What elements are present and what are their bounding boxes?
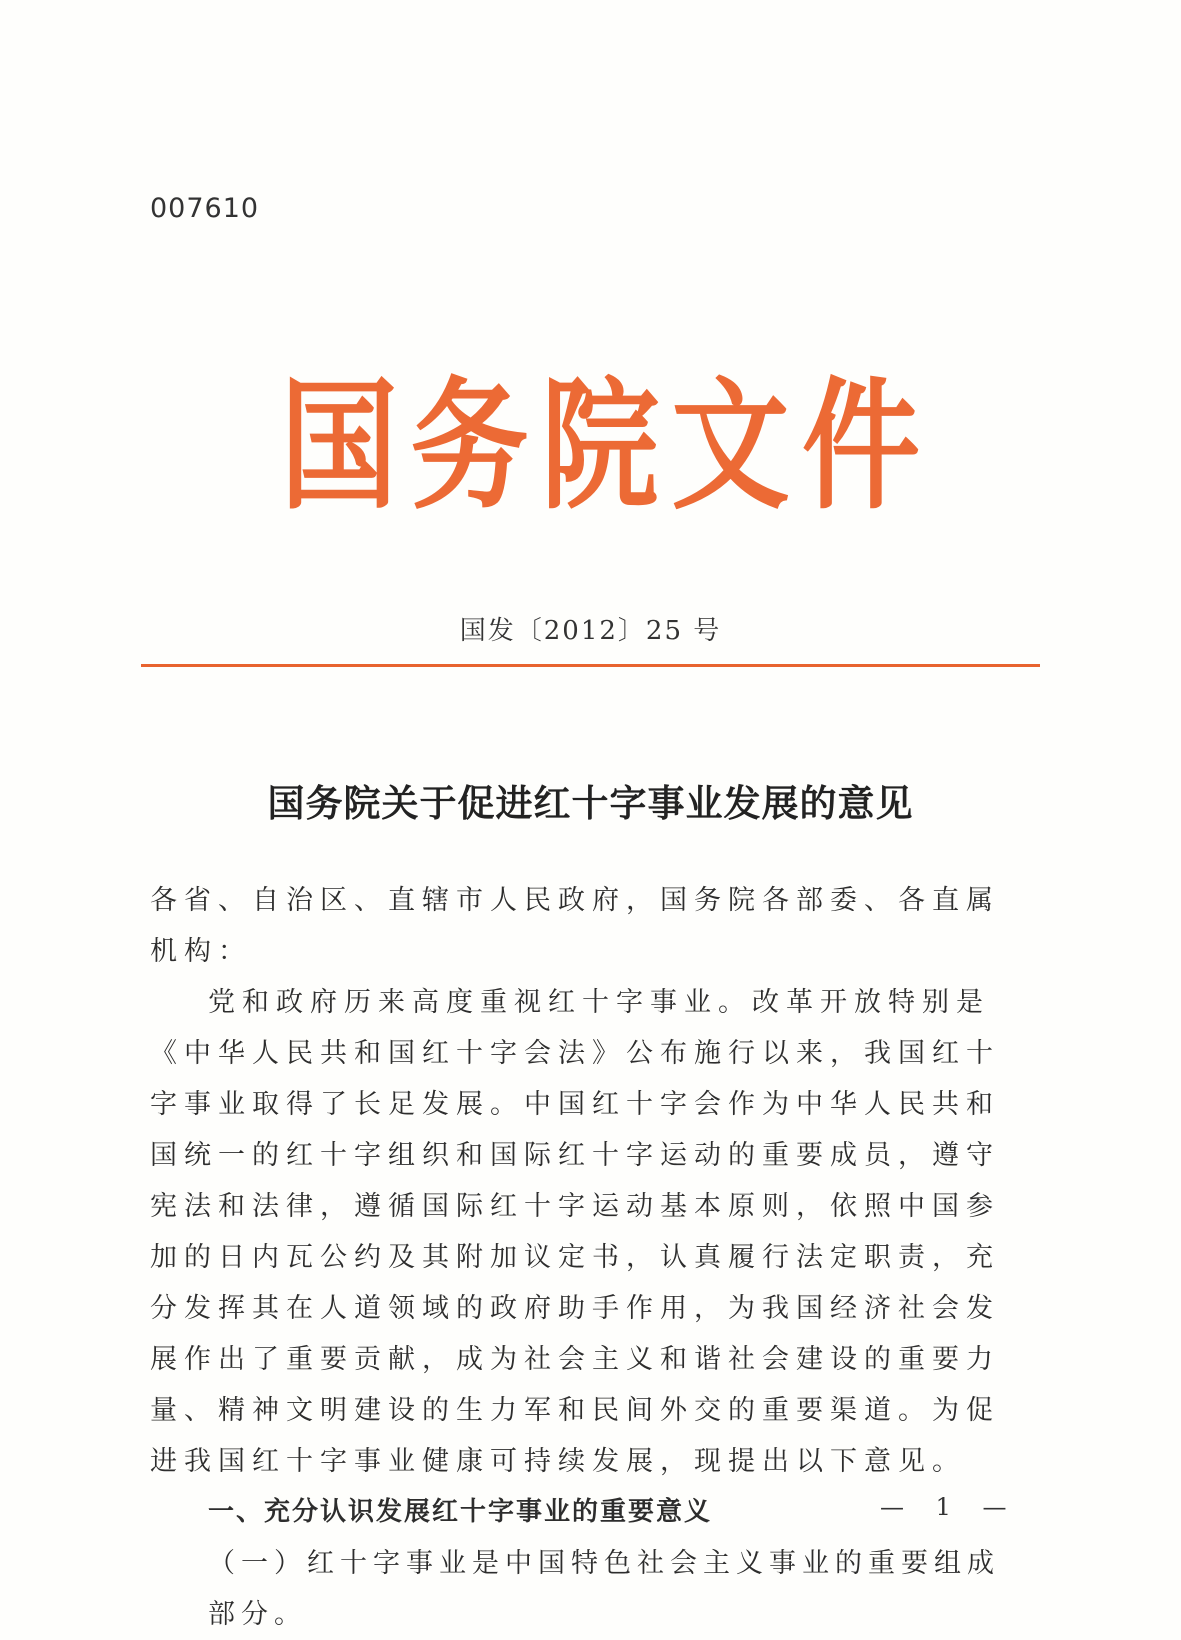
red-divider-line	[141, 664, 1040, 667]
masthead-char: 务	[410, 363, 529, 529]
masthead-char: 件	[801, 363, 920, 529]
document-number: 国发〔2012〕25 号	[459, 616, 722, 646]
document-body	[150, 875, 1030, 1640]
masthead-title	[280, 363, 920, 529]
page-number: — 1 —	[880, 1493, 1019, 1521]
section-heading: 一、充分认识发展红十字事业的重要意义	[208, 1497, 713, 1527]
document-serial-number: 007610	[150, 193, 260, 224]
subsection-heading: （一）红十字事业是中国特色社会主义事业的重要组成部分。	[208, 1548, 1000, 1630]
masthead-char: 文	[671, 363, 790, 529]
document-title: 国务院关于促进红十字事业发展的意见	[267, 781, 914, 825]
addressees: 各省、自治区、直辖市人民政府，国务院各部委、各直属机构：	[150, 885, 1000, 967]
masthead-char: 国	[280, 363, 399, 529]
masthead-char: 院	[540, 363, 659, 529]
intro-paragraph: 党和政府历来高度重视红十字事业。改革开放特别是《中华人民共和国红十字会法》公布施行以来，我国红十字事业取得了长足发展。中国红十字会作为中华人民共和国统一的红十字组织和国际红十字运动的重要成员，遵守宪法和法律，遵循国际红十字运动基本原则，依照中国参加的日内瓦公约及其附加议定书，认真履行法定职责，充分发挥其在人道领域的政府助手作用，为我国经济社会发展作出了重要贡献，成为社会主义和谐社会建设的重要力量、精神文明建设的生力军和民间外交的重要渠道。为促进我国红十字事业健康可持续发展，现提出以下意见。	[150, 987, 1000, 1477]
